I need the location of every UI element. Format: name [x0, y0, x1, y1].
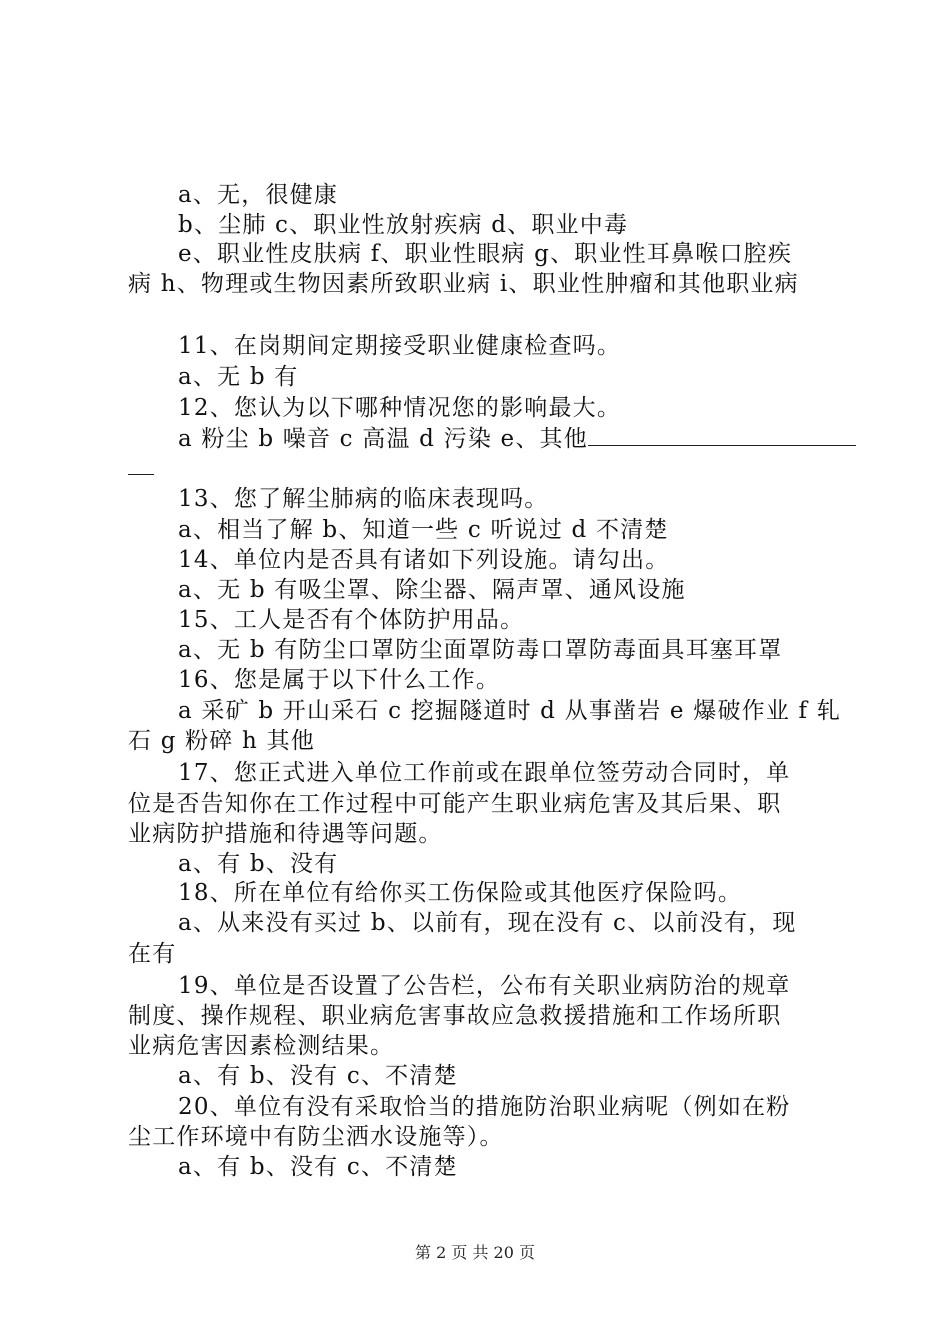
answer-17: a、有 b、没有 [178, 851, 339, 877]
question-12: 12、您认为以下哪种情况您的影响最大。 [178, 395, 622, 421]
question-17-cont: 业病防护措施和待遇等问题。 [128, 821, 443, 847]
answer-19: a、有 b、没有 c、不清楚 [178, 1063, 458, 1089]
question-17: 17、您正式进入单位工作前或在跟单位签劳动合同时，单 [178, 760, 791, 786]
question-15: 15、工人是否有个体防护用品。 [178, 607, 525, 633]
answer-12-text: a 粉尘 b 噪音 c 高温 d 污染 e、其他 [178, 426, 588, 452]
blank-line [588, 427, 856, 446]
answer-18-cont: 在有 [128, 941, 177, 967]
question-13: 13、您了解尘肺病的临床表现吗。 [178, 486, 549, 512]
question-20-cont: 尘工作环境中有防尘洒水设施等）。 [128, 1124, 504, 1150]
text-line: b、尘肺 c、职业性放射疾病 d、职业中毒 [178, 212, 629, 238]
question-14: 14、单位内是否具有诸如下列设施。请勾出。 [178, 547, 670, 573]
question-18: 18、所在单位有给你买工伤保险或其他医疗保险吗。 [178, 880, 743, 906]
answer-15: a、无 b 有防尘口罩防尘面罩防毒口罩防毒面具耳塞耳罩 [178, 637, 783, 663]
text-line: a、无，很健康 [178, 182, 339, 208]
text-line: e、职业性皮肤病 f、职业性眼病 g、职业性耳鼻喉口腔疾 [178, 241, 793, 267]
question-11: 11、在岗期间定期接受职业健康检查吗。 [178, 333, 622, 359]
answer-11: a、无 b 有 [178, 364, 299, 390]
question-19-cont: 制度、操作规程、职业病危害事故应急救援措施和工作场所职 [128, 1003, 782, 1029]
answer-18: a、从来没有买过 b、以前有，现在没有 c、以前没有，现 [178, 910, 797, 936]
question-16: 16、您是属于以下什么工作。 [178, 667, 501, 693]
answer-13: a、相当了解 b、知道一些 c 听说过 d 不清楚 [178, 517, 669, 543]
answer-12 [178, 424, 838, 455]
blank-line-continuation [128, 474, 154, 475]
question-19: 19、单位是否设置了公告栏，公布有关职业病防治的规章 [178, 973, 791, 999]
answer-16-cont: 石 g 粉碎 h 其他 [128, 728, 315, 754]
text-line: 病 h、物理或生物因素所致职业病 i、职业性肿瘤和其他职业病 [128, 271, 799, 297]
question-19-cont: 业病危害因素检测结果。 [128, 1033, 395, 1059]
question-20: 20、单位有没有采取恰当的措施防治职业病呢（例如在粉 [178, 1094, 791, 1120]
answer-20: a、有 b、没有 c、不清楚 [178, 1154, 458, 1180]
answer-14: a、无 b 有吸尘罩、除尘器、隔声罩、通风设施 [178, 577, 686, 603]
question-17-cont: 位是否告知你在工作过程中可能产生职业病危害及其后果、职 [128, 791, 782, 817]
answer-16: a 采矿 b 开山采石 c 挖掘隧道时 d 从事凿岩 e 爆破作业 f 轧 [178, 698, 841, 724]
page-footer: 第 2 页 共 20 页 [415, 1243, 535, 1262]
